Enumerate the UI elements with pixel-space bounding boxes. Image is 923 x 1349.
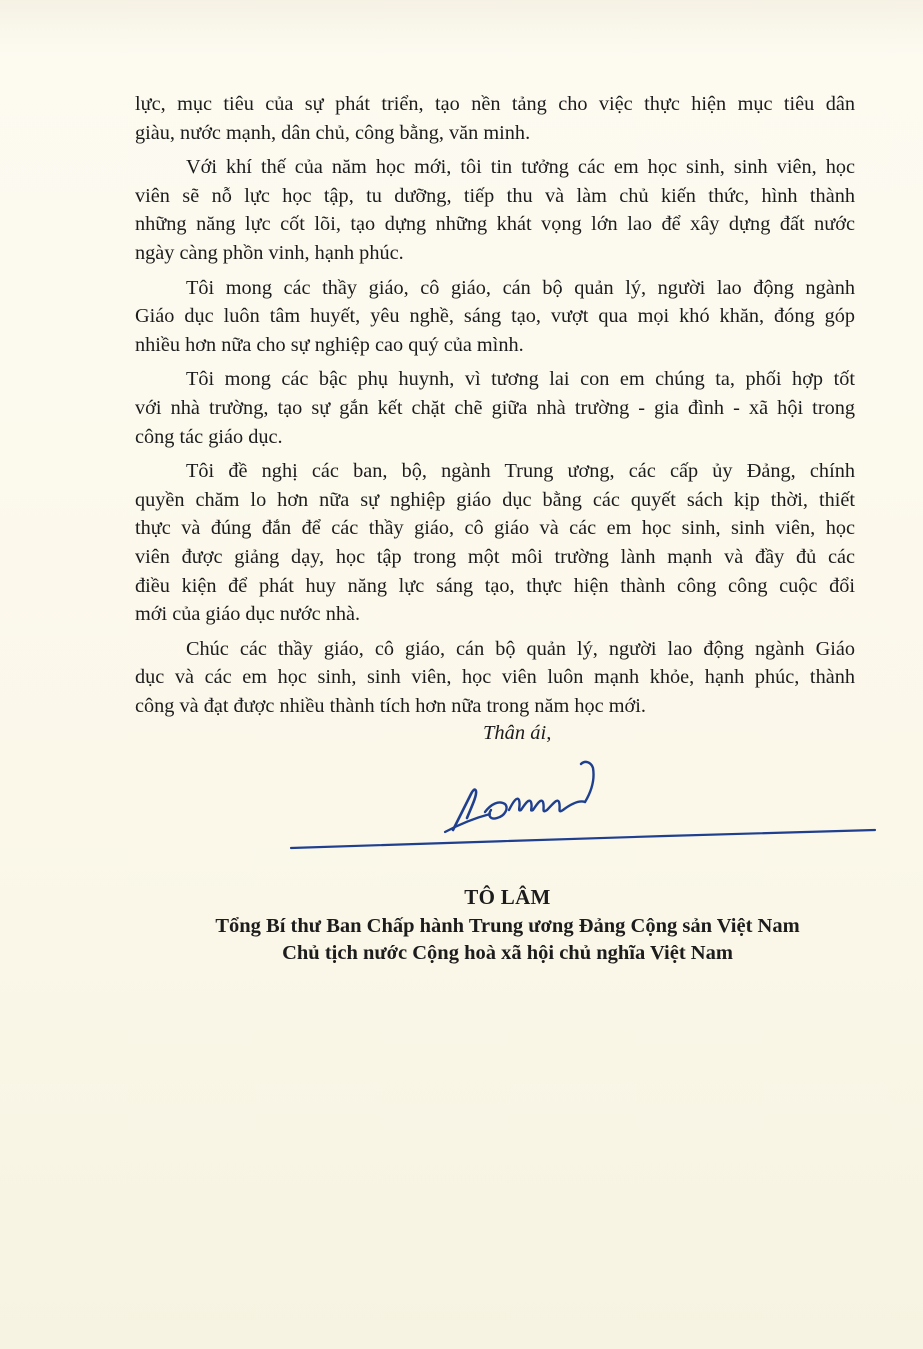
paragraph	[135, 635, 855, 721]
signer-title-1: Tổng Bí thư Ban Chấp hành Trung ương Đảng Cộng sản Việt Nam	[215, 915, 800, 937]
paragraph-line: quyền chăm lo hơn nữa sự nghiệp giáo dục bằng các quyết sách kịp thời, thiết	[135, 488, 855, 511]
paragraph-line: Với khí thế của năm học mới, tôi tin tưởng các em học sinh, sinh viên, học	[186, 156, 855, 179]
handwritten-signature	[285, 752, 885, 862]
closing-salutation: Thân ái,	[483, 722, 552, 744]
letter-body	[135, 90, 855, 720]
paragraph-line: với nhà trường, tạo sự gắn kết chặt chẽ giữa nhà trường - gia đình - xã hội trong	[135, 396, 855, 419]
paragraph-line: công tác giáo dục.	[135, 425, 283, 448]
paragraph-line: Chúc các thầy giáo, cô giáo, cán bộ quản lý, người lao động ngành Giáo	[186, 637, 855, 660]
paragraph-line: Tôi mong các thầy giáo, cô giáo, cán bộ quản lý, người lao động ngành	[186, 276, 855, 299]
paragraph-line: mới của giáo dục nước nhà.	[135, 603, 361, 626]
paragraph-line: những năng lực cốt lõi, tạo dựng những khát vọng lớn lao để xây dựng đất nước	[135, 213, 855, 236]
paragraph-line: Tôi mong các bậc phụ huynh, vì tương lai con em chúng ta, phối hợp tốt	[186, 368, 855, 391]
signer-title-2: Chủ tịch nước Cộng hoà xã hội chủ nghĩa Việt Nam	[282, 942, 733, 964]
paragraph-line: lực, mục tiêu của sự phát triển, tạo nền tảng cho việc thực hiện mục tiêu dân	[135, 93, 855, 115]
paragraph	[135, 457, 855, 629]
paragraph-line: giàu, nước mạnh, dân chủ, công bằng, văn minh.	[135, 121, 531, 144]
paragraph	[135, 274, 855, 360]
paragraph-line: Giáo dục luôn tâm huyết, yêu nghề, sáng tạo, vượt qua mọi khó khăn, đóng góp	[135, 305, 855, 328]
paragraph-line: công và đạt được nhiều thành tích hơn nữa trong năm học mới.	[135, 694, 646, 717]
paragraph-line: dục và các em học sinh, sinh viên, học viên luôn mạnh khỏe, hạnh phúc, thành	[135, 666, 855, 689]
paragraph-line: điều kiện để phát huy năng lực sáng tạo, thực hiện thành công công cuộc đổi	[135, 574, 855, 597]
paragraph-line: ngày càng phồn vinh, hạnh phúc.	[135, 241, 404, 264]
paragraph-line: thực và đúng đắn để các thầy giáo, cô giáo và các em học sinh, sinh viên, học	[135, 517, 855, 540]
scan-shadow	[0, 0, 923, 55]
paragraph-line: Tôi đề nghị các ban, bộ, ngành Trung ương, các cấp ủy Đảng, chính	[186, 460, 855, 483]
paragraph-line: viên được giảng dạy, học tập trong một môi trường lành mạnh và đầy đủ các	[135, 545, 855, 568]
signer-name: TÔ LÂM	[464, 885, 551, 909]
paragraph-line: viên sẽ nỗ lực học tập, tu dưỡng, tiếp thu và làm chủ kiến thức, hình thành	[135, 184, 855, 207]
paragraph-line: nhiều hơn nữa cho sự nghiệp cao quý của mình.	[135, 333, 524, 356]
paragraph	[135, 365, 855, 451]
paragraph	[135, 90, 855, 147]
paragraph	[135, 153, 855, 267]
